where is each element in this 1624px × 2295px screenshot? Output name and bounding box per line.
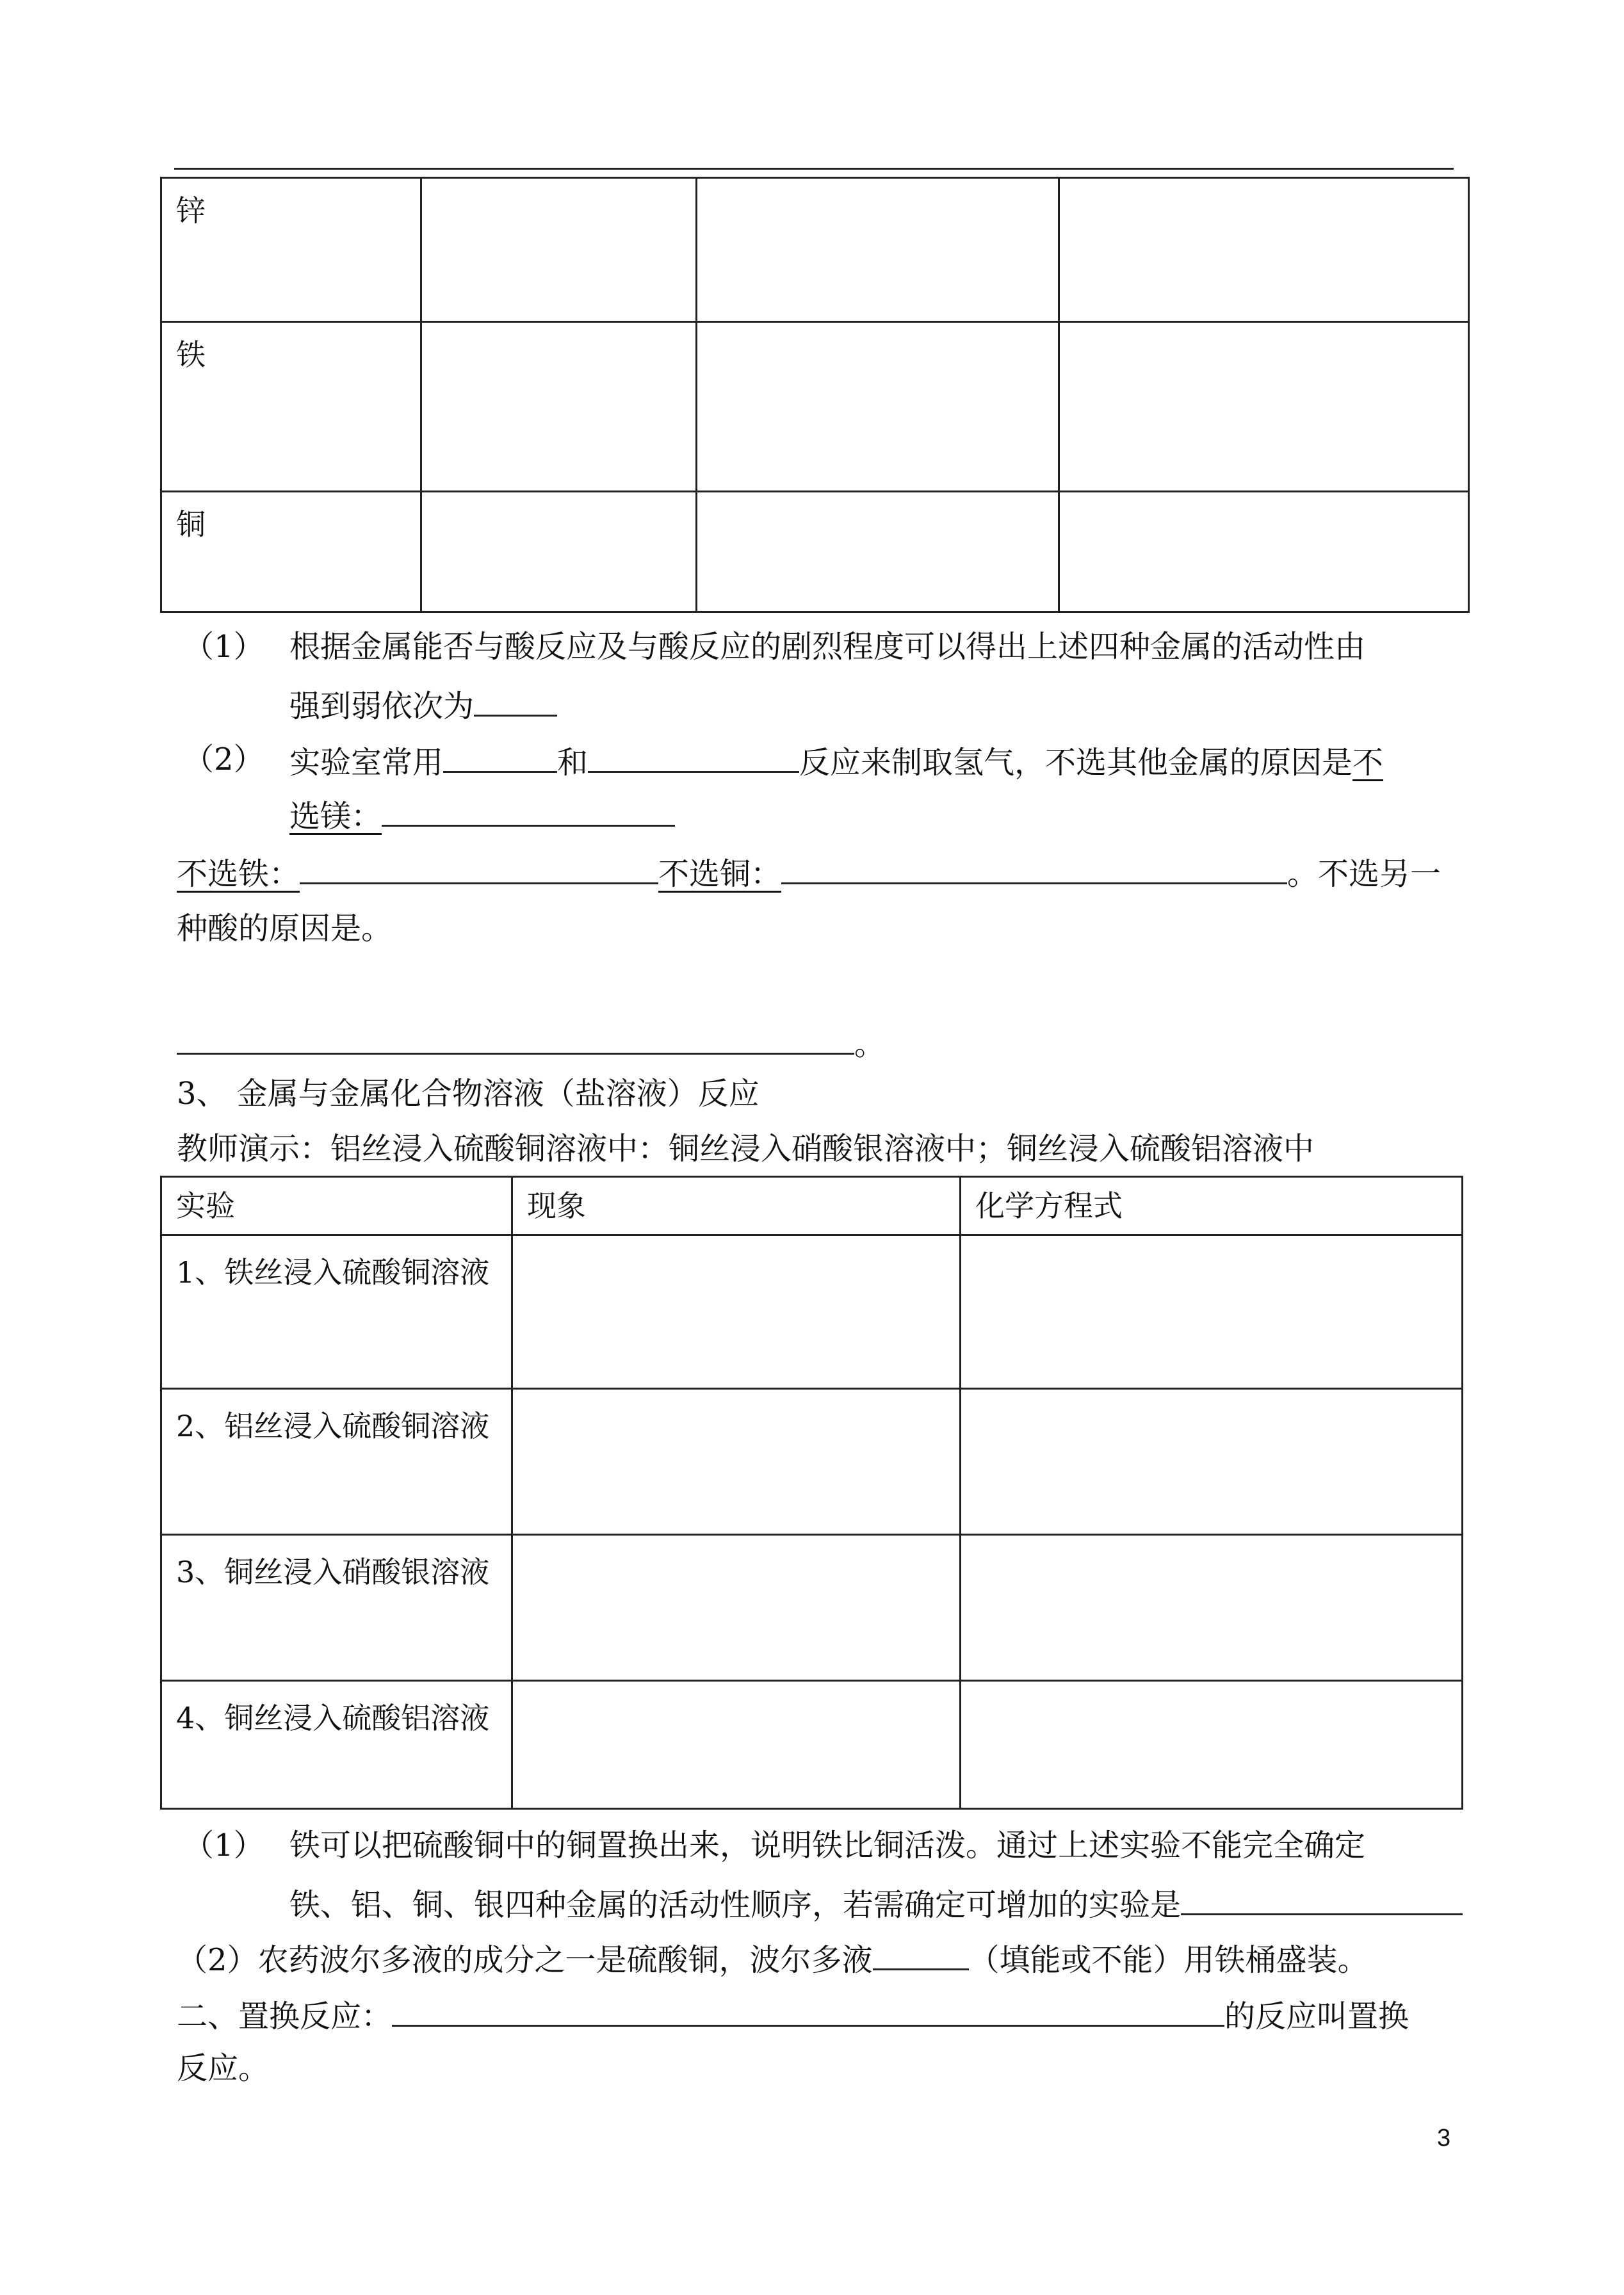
section-2-text-a: 二、置换反应： — [177, 1999, 393, 2034]
question-2-line3 — [177, 852, 1441, 893]
question-4-line — [177, 1938, 1368, 1979]
question-2-label: （2） — [183, 742, 264, 777]
question-1-text-2: 强到弱依次为 — [289, 688, 475, 724]
equation-cell — [961, 1389, 1463, 1535]
phenomenon-cell — [512, 1235, 961, 1389]
q2-text-j: 。 — [854, 1026, 886, 1062]
metal-cell: 铁 — [161, 322, 421, 492]
experiment-table — [160, 1176, 1463, 1810]
reason-mg-blank[interactable] — [382, 794, 675, 827]
table-row — [161, 322, 1469, 492]
q4-text-b: （填能或不能）用铁桶盛装。 — [968, 1942, 1368, 1978]
phenomenon-cell — [512, 1681, 961, 1809]
phenomenon-cell — [512, 1535, 961, 1681]
q2-text-e: 选镁： — [289, 799, 382, 834]
question-1-label: （1） — [183, 629, 264, 665]
table-header-row — [161, 1177, 1463, 1235]
question-3-text: 铁可以把硫酸铜中的铜置换出来，说明铁比铜活泼。通过上述实验不能完全确定 — [289, 1828, 1366, 1863]
reason-acid-blank[interactable] — [177, 1022, 854, 1055]
table-row — [161, 178, 1469, 322]
can-cannot-blank[interactable] — [873, 1938, 969, 1970]
question-3-label: （1） — [183, 1828, 264, 1863]
experiment-cell: 4、铜丝浸入硫酸铝溶液 — [161, 1681, 512, 1809]
q2-text-g: 不选铜： — [658, 856, 782, 892]
q4-text-a: （2）农药波尔多液的成分之一是硫酸铜，波尔多液 — [177, 1942, 873, 1978]
table-cell — [697, 178, 1059, 322]
question-3-line2 — [289, 1883, 1463, 1924]
q2-text-a: 实验室常用 — [289, 745, 444, 781]
q2-text-d: 不 — [1352, 745, 1384, 781]
table-row — [161, 1535, 1463, 1681]
question-2-line5 — [177, 1022, 885, 1064]
table-row — [161, 492, 1469, 612]
header-rule — [174, 168, 1454, 170]
table-cell — [1059, 322, 1469, 492]
table-cell — [421, 322, 697, 492]
q2-text-c: 反应来制取氢气，不选其他金属的原因是 — [799, 745, 1353, 781]
extra-experiment-blank[interactable] — [1181, 1883, 1463, 1915]
phenomenon-cell — [512, 1389, 961, 1535]
table-row — [161, 1389, 1463, 1535]
experiment-cell: 1、铁丝浸入硫酸铜溶液 — [161, 1235, 512, 1389]
q2-text-b: 和 — [557, 745, 589, 781]
q2-text-i: 种酸的原因是。 — [177, 911, 393, 946]
table-row — [161, 1681, 1463, 1809]
question-1-text: 根据金属能否与酸反应及与酸反应的剧烈程度可以得出上述四种金属的活动性由 — [289, 629, 1366, 665]
question-2-line2 — [289, 794, 675, 836]
q2-text-f: 不选铁： — [177, 856, 300, 892]
equation-cell — [961, 1535, 1463, 1681]
table-cell — [1059, 492, 1469, 612]
table-cell — [697, 322, 1059, 492]
header-equation: 化学方程式 — [961, 1177, 1463, 1235]
header-phenomenon: 现象 — [512, 1177, 961, 1235]
equation-cell — [961, 1681, 1463, 1809]
table-cell — [697, 492, 1059, 612]
metal-cell: 铜 — [161, 492, 421, 612]
section-2-text-b: 的反应叫置换 — [1224, 1999, 1409, 2034]
q3-text-b: 铁、铝、铜、银四种金属的活动性顺序，若需确定可增加的实验是 — [289, 1887, 1181, 1923]
page-number: 3 — [1437, 2125, 1451, 2152]
metal-acid-table — [160, 177, 1470, 613]
acid-blank[interactable] — [588, 740, 799, 773]
question-2-line1 — [289, 740, 1383, 782]
definition-blank[interactable] — [392, 1994, 1224, 2027]
table-cell — [421, 178, 697, 322]
reason-fe-blank[interactable] — [300, 852, 658, 884]
metal-cell: 锌 — [161, 178, 421, 322]
experiment-cell: 3、铜丝浸入硝酸银溶液 — [161, 1535, 512, 1681]
answer-blank[interactable] — [474, 684, 557, 717]
experiment-cell: 2、铝丝浸入硫酸铜溶液 — [161, 1389, 512, 1535]
metal-blank[interactable] — [443, 740, 557, 773]
section-2-line — [177, 1994, 1409, 2036]
header-experiment: 实验 — [161, 1177, 512, 1235]
teacher-demo: 教师演示：铝丝浸入硫酸铜溶液中：铜丝浸入硝酸银溶液中；铜丝浸入硫酸铝溶液中 — [177, 1131, 1315, 1167]
table-cell — [1059, 178, 1469, 322]
table-row — [161, 1235, 1463, 1389]
section-2-text-c: 反应。 — [177, 2050, 270, 2086]
section-3-title: 3、 金属与金属化合物溶液（盐溶液）反应 — [177, 1076, 759, 1112]
table-cell — [421, 492, 697, 612]
q2-text-h: 。不选另一 — [1287, 856, 1441, 892]
equation-cell — [961, 1235, 1463, 1389]
reason-cu-blank[interactable] — [781, 852, 1287, 884]
question-1-line2 — [289, 684, 557, 726]
